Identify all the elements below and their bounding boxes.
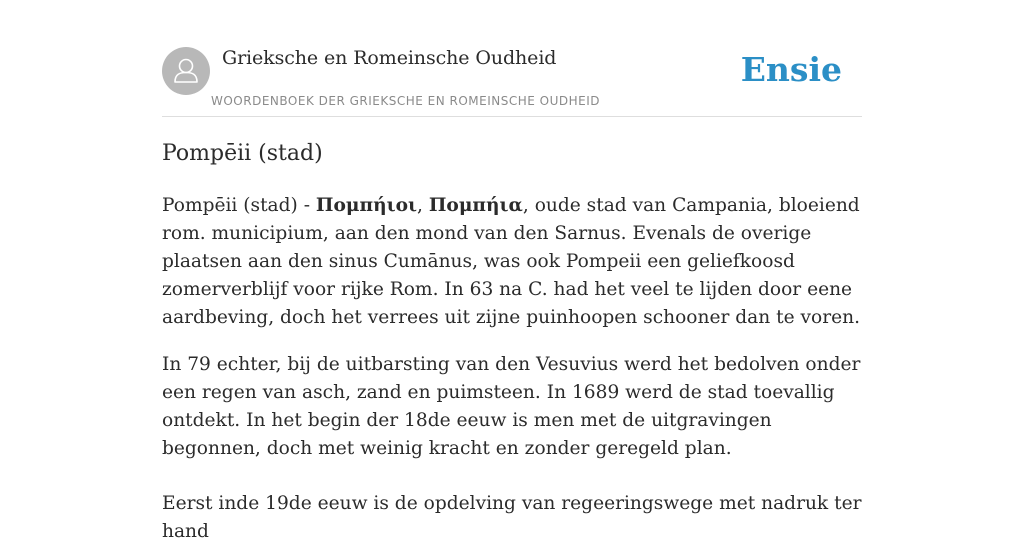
greek-term: Πομπήιοι: [315, 195, 418, 216]
source-title[interactable]: Grieksche en Romeinsche Oudheid: [222, 47, 557, 69]
ensie-logo[interactable]: Ensie: [740, 50, 842, 89]
entry-paragraph: Eerst inde 19de eeuw is de opdelving van regeeringswege met nadruk ter hand: [162, 493, 862, 542]
avatar[interactable]: [162, 47, 210, 95]
entry-paragraph: In 79 echter, bij de uitbarsting van den Vesuvius werd het bedolven onder een regen van asch, zand en puimsteen. In 1689 werd de stad toevallig ontdekt. In het begin der 18de eeuw is men met de uitgravingen begonnen, doch met weinig kracht en zonder geregeld plan.: [162, 354, 861, 459]
entry-title: Pompēii (stad): [162, 141, 323, 166]
separator: ,: [417, 195, 429, 216]
greek-term: Πομπήια: [428, 195, 523, 216]
user-icon: [162, 47, 210, 95]
header: [162, 46, 862, 117]
source-subtitle: WOORDENBOEK DER GRIEKSCHE EN ROMEINSCHE OUDHEID: [211, 94, 601, 108]
entry-paragraph: [162, 192, 862, 332]
entry-text: , oude stad van Campania, bloeiend rom. municipium, aan den mond van den Sarnus. Evenals de overige plaatsen aan den sinus Cumānus, was ook Pompeii een geliefkoosd zomerverblijf voor rijke Rom. In 63 na C. had het veel te lijden door eene aardbeving, doch het verrees uit zijne puinhoopen schooner dan te voren.: [162, 195, 861, 328]
entry-lead: Pompēii (stad) -: [162, 195, 316, 216]
